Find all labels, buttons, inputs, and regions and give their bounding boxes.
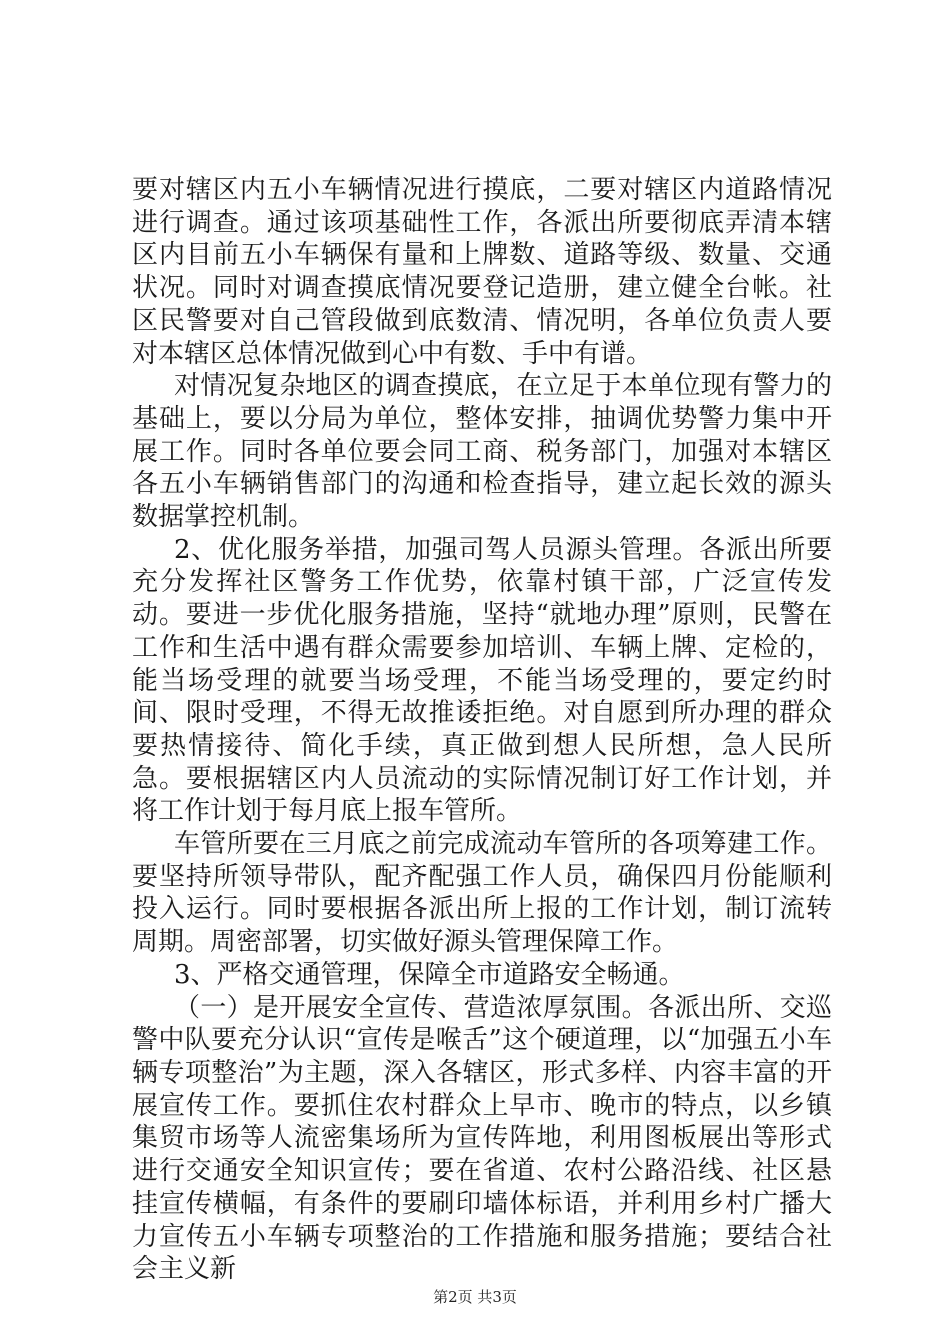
paragraph-vehicle-office: 车管所要在三月底之前完成流动车管所的各项筹建工作。要坚持所领导带队，配齐配强工作人员，确保四月份能顺利投入运行。同时要根据各派出所上报的工作计划，制订流转周期。周密部署，切实做好源头管理保障工作。 <box>132 829 832 958</box>
paragraph-optimize-service: 2、优化服务举措，加强司驾人员源头管理。各派出所要充分发挥社区警务工作优势，依靠村镇干部，广泛宣传发动。要进一步优化服务措施，坚持“就地办理”原则，民警在工作和生活中遇有群众需要参加培训、车辆上牌、定检的，能当场受理的就要当场受理，不能当场受理的，要定约时间、限时受理，不得无故推诿拒绝。对自愿到所办理的群众要热情接待、简化手续，真正做到想人民所想，急人民所急。要根据辖区内人员流动的实际情况制订好工作计划，并将工作计划于每月底上报车管所。 <box>132 534 832 827</box>
document-body <box>132 174 832 1286</box>
page-footer <box>0 1286 950 1307</box>
paragraph-safety-publicity: （一）是开展安全宣传、营造浓厚氛围。各派出所、交巡警中队要充分认识“宣传是喉舌”这个硬道理，以“加强五小车辆专项整治”为主题，深入各辖区，形式多样、内容丰富的开展宣传工作。要抓住农村群众上早市、晚市的特点，以乡镇集贸市场等人流密集场所为宣传阵地，利用图板展出等形式进行交通安全知识宣传；要在省道、农村公路沿线、社区悬挂宣传横幅，有条件的要刷印墙体标语，并利用乡村广播大力宣传五小车辆专项整治的工作措施和服务措施；要结合社会主义新 <box>132 992 832 1285</box>
paragraph-survey-continuation: 要对辖区内五小车辆情况进行摸底，二要对辖区内道路情况进行调查。通过该项基础性工作，各派出所要彻底弄清本辖区内目前五小车辆保有量和上牌数、道路等级、数量、交通状况。同时对调查摸底情况要登记造册，建立健全台帐。社区民警要对自己管段做到底数清、情况明，各单位负责人要对本辖区总体情况做到心中有数、手中有谱。 <box>132 175 832 369</box>
page-number-label: 第2页 共3页 <box>433 1288 517 1306</box>
paragraph-traffic-management-heading: 3、严格交通管理，保障全市道路安全畅通。 <box>174 959 685 990</box>
paragraph-complex-areas: 对情况复杂地区的调查摸底，在立足于本单位现有警力的基础上，要以分局为单位，整体安排，抽调优势警力集中开展工作。同时各单位要会同工商、税务部门，加强对本辖区各五小车辆销售部门的沟通和检查指导，建立起长效的源头数据掌控机制。 <box>132 371 832 533</box>
